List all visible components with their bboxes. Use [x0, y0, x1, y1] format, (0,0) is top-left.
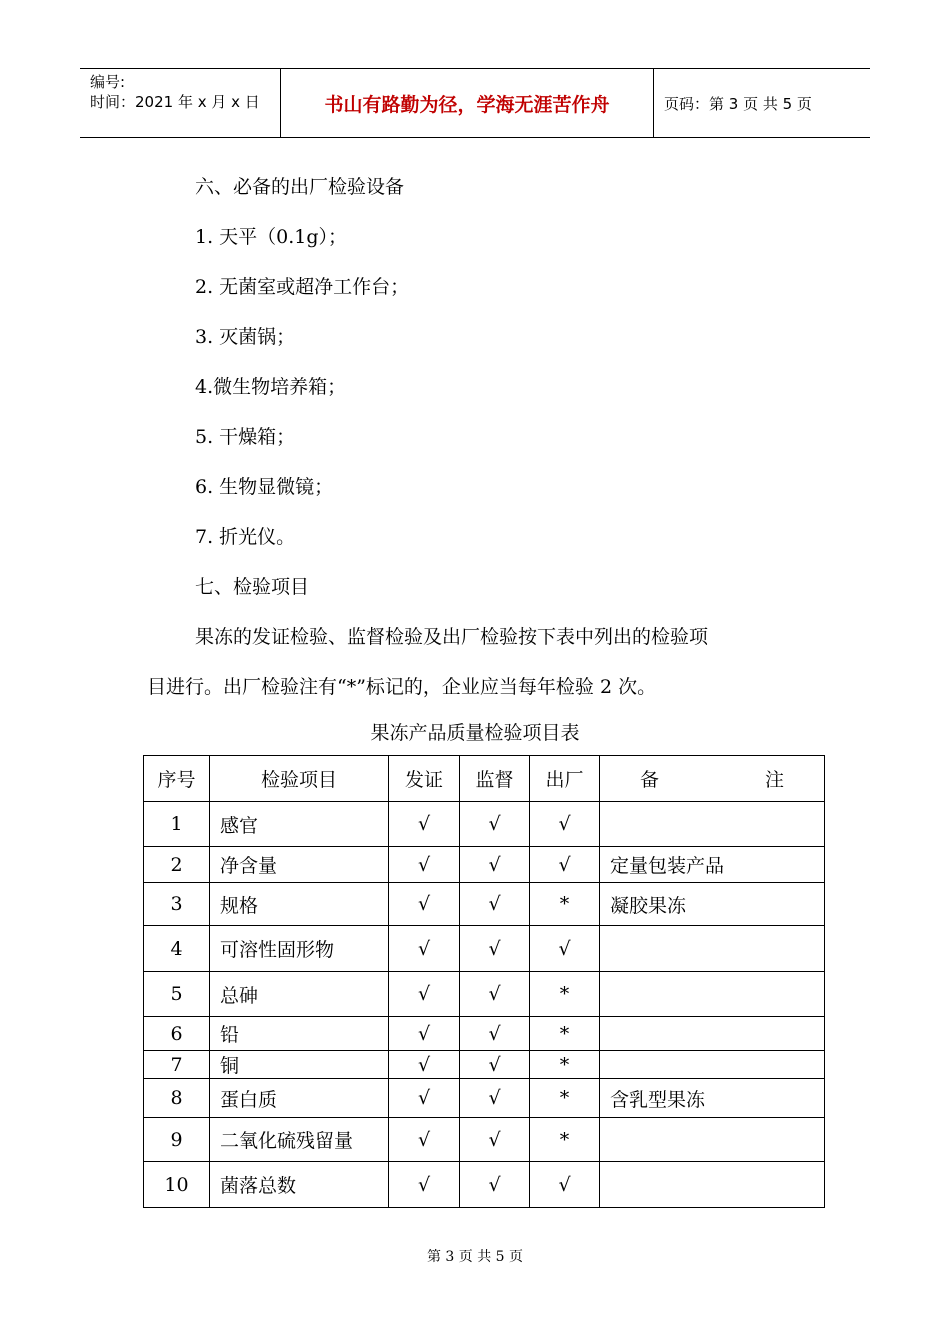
row-item: 感官	[210, 802, 389, 847]
row-item: 铅	[210, 1017, 389, 1051]
row-supervise: √	[460, 1079, 530, 1118]
table-row	[144, 1051, 825, 1079]
row-cert: √	[389, 1162, 460, 1208]
header-cert: 发证	[389, 756, 460, 802]
row-supervise: √	[460, 883, 530, 926]
row-note	[600, 972, 825, 1017]
row-note: 定量包装产品	[600, 847, 825, 883]
header-factory: 出厂	[530, 756, 600, 802]
header-note-char1: 备	[640, 769, 660, 791]
row-cert: √	[389, 847, 460, 883]
table-row	[144, 972, 825, 1017]
row-supervise: √	[460, 1118, 530, 1162]
row-supervise: √	[460, 802, 530, 847]
section7-title: 七、检验项目	[195, 576, 310, 598]
row-no: 3	[144, 883, 210, 926]
row-cert: √	[389, 926, 460, 972]
table-row	[144, 1162, 825, 1208]
row-factory: √	[530, 1162, 600, 1208]
row-no: 10	[144, 1162, 210, 1208]
equipment-item: 7. 折光仪。	[195, 526, 296, 548]
table-caption: 果冻产品质量检验项目表	[370, 722, 580, 744]
row-cert: √	[389, 1118, 460, 1162]
header-meta	[80, 69, 281, 137]
row-no: 1	[144, 802, 210, 847]
page-header	[80, 68, 870, 138]
row-item: 菌落总数	[210, 1162, 389, 1208]
row-no: 5	[144, 972, 210, 1017]
row-note	[600, 1051, 825, 1079]
row-item: 可溶性固形物	[210, 926, 389, 972]
row-supervise: √	[460, 926, 530, 972]
row-factory: √	[530, 802, 600, 847]
row-factory: *	[530, 1051, 600, 1079]
table-row	[144, 1079, 825, 1118]
row-supervise: √	[460, 1017, 530, 1051]
row-cert: √	[389, 1051, 460, 1079]
table-row	[144, 926, 825, 972]
header-note	[600, 756, 825, 802]
row-item: 总砷	[210, 972, 389, 1017]
header-no: 序号	[144, 756, 210, 802]
row-note	[600, 1017, 825, 1051]
header-supervise: 监督	[460, 756, 530, 802]
header-note-char2: 注	[764, 769, 784, 791]
row-note	[600, 926, 825, 972]
row-note: 含乳型果冻	[600, 1079, 825, 1118]
row-no: 7	[144, 1051, 210, 1079]
header-motto: 书山有路勤为径，学海无涯苦作舟	[281, 69, 654, 137]
row-no: 8	[144, 1079, 210, 1118]
row-supervise: √	[460, 847, 530, 883]
row-note	[600, 1162, 825, 1208]
row-item: 二氧化硫残留量	[210, 1118, 389, 1162]
row-cert: √	[389, 883, 460, 926]
section7-paragraph-line2: 目进行。出厂检验注有“*”标记的，企业应当每年检验 2 次。	[147, 676, 657, 698]
row-cert: √	[389, 1017, 460, 1051]
header-time: 时间：2021 年 x 月 x 日	[90, 93, 260, 111]
table-row	[144, 847, 825, 883]
row-item: 规格	[210, 883, 389, 926]
section6-title: 六、必备的出厂检验设备	[195, 176, 405, 198]
row-cert: √	[389, 1079, 460, 1118]
equipment-item: 1. 天平（0.1g）；	[195, 226, 348, 248]
row-note	[600, 802, 825, 847]
section7-paragraph-line1: 果冻的发证检验、监督检验及出厂检验按下表中列出的检验项	[195, 626, 709, 648]
equipment-item: 5. 干燥箱；	[195, 426, 296, 448]
page-footer: 第 3 页 共 5 页	[426, 1249, 524, 1265]
row-no: 6	[144, 1017, 210, 1051]
row-note	[600, 1118, 825, 1162]
equipment-item: 6. 生物显微镜；	[195, 476, 334, 498]
equipment-item: 2. 无菌室或超净工作台；	[195, 276, 410, 298]
header-page-info: 页码：第 3 页 共 5 页	[664, 94, 812, 113]
table-row	[144, 1017, 825, 1051]
table-row	[144, 883, 825, 926]
row-no: 9	[144, 1118, 210, 1162]
header-item: 检验项目	[210, 756, 389, 802]
row-cert: √	[389, 802, 460, 847]
row-factory: √	[530, 926, 600, 972]
row-supervise: √	[460, 1162, 530, 1208]
row-cert: √	[389, 972, 460, 1017]
header-number: 编号:	[90, 73, 126, 91]
row-factory: *	[530, 1017, 600, 1051]
row-item: 铜	[210, 1051, 389, 1079]
table-row	[144, 802, 825, 847]
row-supervise: √	[460, 972, 530, 1017]
row-factory: *	[530, 1118, 600, 1162]
row-factory: *	[530, 972, 600, 1017]
row-factory: √	[530, 847, 600, 883]
equipment-item: 4.微生物培养箱；	[195, 376, 347, 398]
row-item: 蛋白质	[210, 1079, 389, 1118]
equipment-item: 3. 灭菌锅；	[195, 326, 296, 348]
row-factory: *	[530, 883, 600, 926]
row-no: 4	[144, 926, 210, 972]
row-supervise: √	[460, 1051, 530, 1079]
row-note: 凝胶果冻	[600, 883, 825, 926]
inspection-table	[143, 755, 825, 1208]
table-row	[144, 1118, 825, 1162]
table-header-row	[144, 756, 825, 802]
row-no: 2	[144, 847, 210, 883]
row-factory: *	[530, 1079, 600, 1118]
row-item: 净含量	[210, 847, 389, 883]
